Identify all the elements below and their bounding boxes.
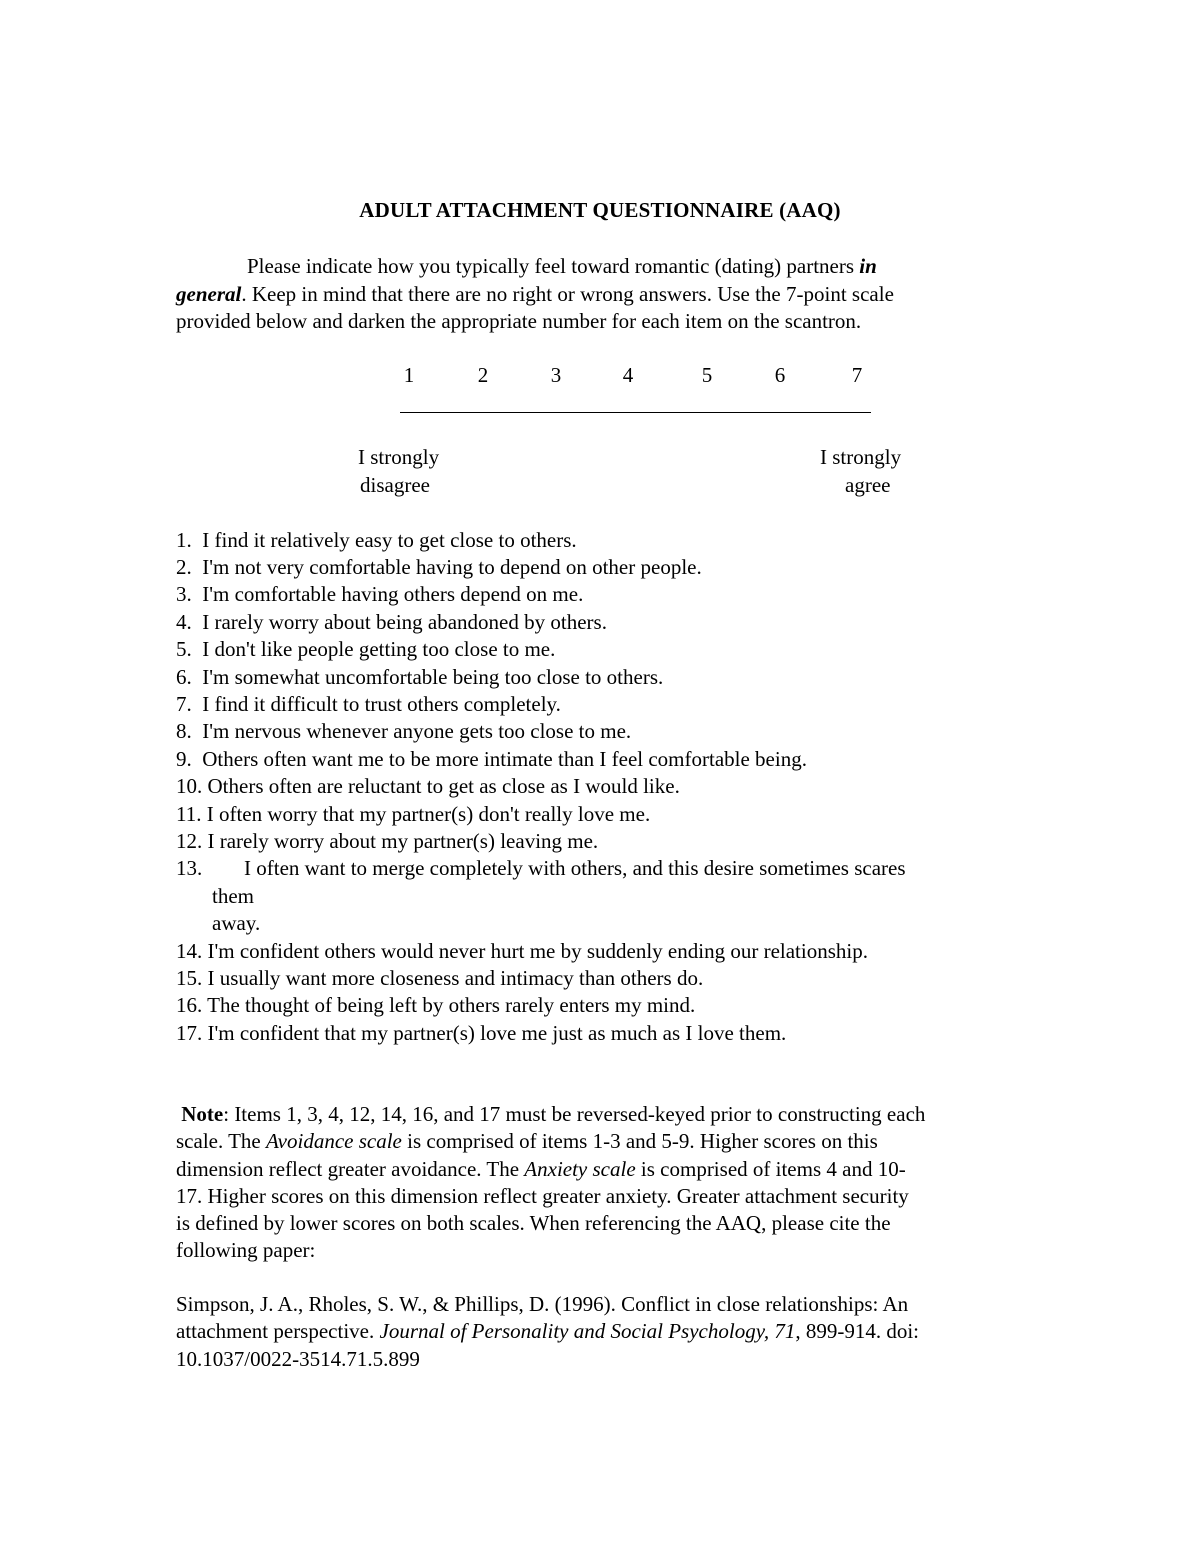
note-line-1 xyxy=(176,1101,1036,1128)
citation xyxy=(176,1291,1036,1373)
scale-point-7: 7 xyxy=(851,363,863,387)
item-text: I'm nervous whenever anyone gets too close to me. xyxy=(202,719,632,743)
list-item xyxy=(176,992,695,1018)
note-scale-name: Avoidance scale xyxy=(266,1129,402,1154)
item-text: Others often want me to be more intimate than I feel comfortable being. xyxy=(202,747,807,771)
item-number: 17. xyxy=(176,1021,203,1045)
list-item-continuation: away. xyxy=(212,911,261,935)
note-line-2 xyxy=(176,1128,1036,1155)
note-line-6: following paper: xyxy=(176,1238,316,1263)
intro-line-1 xyxy=(247,253,877,279)
intro-line-2 xyxy=(176,281,894,307)
note-text: is comprised of items 4 and 10- xyxy=(635,1156,906,1181)
item-number: 4. xyxy=(176,610,192,634)
item-text: The thought of being left by others rarely enters my mind. xyxy=(207,993,696,1017)
item-number: 12. xyxy=(176,829,203,853)
item-text: I'm confident others would never hurt me by suddenly ending our relationship. xyxy=(207,939,868,963)
item-number: 5. xyxy=(176,637,192,661)
scale-point-1: 1 xyxy=(403,363,415,387)
item-number: 11. xyxy=(176,802,202,826)
item-text: I usually want more closeness and intimacy than others do. xyxy=(207,966,704,990)
item-text: I don't like people getting too close to me. xyxy=(202,637,556,661)
scale-anchor-left: disagree xyxy=(360,473,430,497)
scale-line xyxy=(400,412,871,413)
item-text: I often worry that my partner(s) don't really love me. xyxy=(206,802,651,826)
item-number: 2. xyxy=(176,555,192,579)
item-text: I find it difficult to trust others completely. xyxy=(202,692,561,716)
list-item xyxy=(176,801,650,827)
item-number: 16. xyxy=(176,993,203,1017)
list-item xyxy=(176,609,607,635)
item-text: I'm confident that my partner(s) love me just as much as I love them. xyxy=(207,1021,787,1045)
citation-journal: Journal of Personality and Social Psychology, 71 xyxy=(379,1319,796,1344)
list-item xyxy=(176,828,598,854)
intro-line-3: provided below and darken the appropriate number for each item on the scantron. xyxy=(176,309,862,333)
note-text: scale. The xyxy=(176,1129,266,1154)
item-number: 8. xyxy=(176,719,192,743)
list-item xyxy=(176,581,583,607)
note-line-3 xyxy=(176,1156,1036,1183)
note-line-4: 17. Higher scores on this dimension reflect greater anxiety. Greater attachment security xyxy=(176,1183,909,1208)
item-number: 6. xyxy=(176,665,192,689)
list-item xyxy=(176,965,703,991)
note-paragraph xyxy=(176,1101,1036,1265)
item-number: 13. xyxy=(176,856,203,880)
citation-doi: 10.1037/0022-3514.71.5.899 xyxy=(176,1346,420,1371)
citation-line-2 xyxy=(176,1318,1036,1345)
item-number: 3. xyxy=(176,582,192,606)
list-item xyxy=(176,773,680,799)
scale-point-4: 4 xyxy=(622,363,634,387)
list-item xyxy=(176,664,663,690)
citation-line-1: Simpson, J. A., Rholes, S. W., & Phillips, D. (1996). Conflict in close relationships: An xyxy=(176,1292,909,1316)
note-text: is comprised of items 1-3 and 5-9. Higher scores on this xyxy=(401,1129,878,1154)
note-text: dimension reflect greater avoidance. The xyxy=(176,1156,525,1181)
list-item xyxy=(176,554,702,580)
list-item xyxy=(176,1020,786,1046)
note-text: : Items 1, 3, 4, 12, 14, 16, and 17 must be reversed-keyed prior to constructing each xyxy=(223,1102,926,1126)
list-item xyxy=(176,691,561,717)
note-scale-name: Anxiety scale xyxy=(524,1156,636,1181)
citation-text: attachment perspective. xyxy=(176,1319,380,1344)
item-text: I'm not very comfortable having to depend on other people. xyxy=(202,555,702,579)
note-line-5: is defined by lower scores on both scales. When referencing the AAQ, please cite the xyxy=(176,1211,891,1236)
item-text: I'm comfortable having others depend on me. xyxy=(202,582,584,606)
item-text: I'm somewhat uncomfortable being too close to others. xyxy=(202,665,664,689)
scale-point-5: 5 xyxy=(701,363,713,387)
intro-text: . Keep in mind that there are no right or wrong answers. Use the 7-point scale xyxy=(241,282,894,306)
scale-point-2: 2 xyxy=(477,363,489,387)
item-number: 1. xyxy=(176,528,192,552)
intro-emphasis: general xyxy=(176,282,242,306)
item-text: I rarely worry about being abandoned by others. xyxy=(202,610,607,634)
item-text: I find it relatively easy to get close to others. xyxy=(202,528,577,552)
scale-point-3: 3 xyxy=(550,363,562,387)
item-number: 9. xyxy=(176,747,192,771)
list-item xyxy=(176,746,807,772)
scale-point-6: 6 xyxy=(774,363,786,387)
list-item xyxy=(176,718,631,744)
list-item xyxy=(176,527,577,553)
list-item xyxy=(176,938,868,964)
item-text: Others often are reluctant to get as close as I would like. xyxy=(207,774,680,798)
item-number: 14. xyxy=(176,939,203,963)
list-item xyxy=(176,855,906,881)
intro-text: Please indicate how you typically feel toward romantic (dating) partners xyxy=(247,254,860,278)
citation-text: , 899-914. doi: xyxy=(795,1319,920,1344)
list-item xyxy=(176,636,555,662)
item-number: 15. xyxy=(176,966,203,990)
item-text: I often want to merge completely with others, and this desire sometimes scares xyxy=(244,856,906,880)
item-number: 7. xyxy=(176,692,192,716)
item-text: I rarely worry about my partner(s) leaving me. xyxy=(207,829,599,853)
scale-anchor-right: I strongly xyxy=(820,445,902,469)
document-title: ADULT ATTACHMENT QUESTIONNAIRE (AAQ) xyxy=(359,198,841,222)
item-number: 10. xyxy=(176,774,203,798)
note-label: Note xyxy=(181,1102,224,1126)
scale-anchor-left: I strongly xyxy=(358,445,440,469)
list-item-continuation: them xyxy=(212,884,254,908)
intro-emphasis: in xyxy=(859,254,877,278)
scale-anchor-right: agree xyxy=(845,473,891,497)
